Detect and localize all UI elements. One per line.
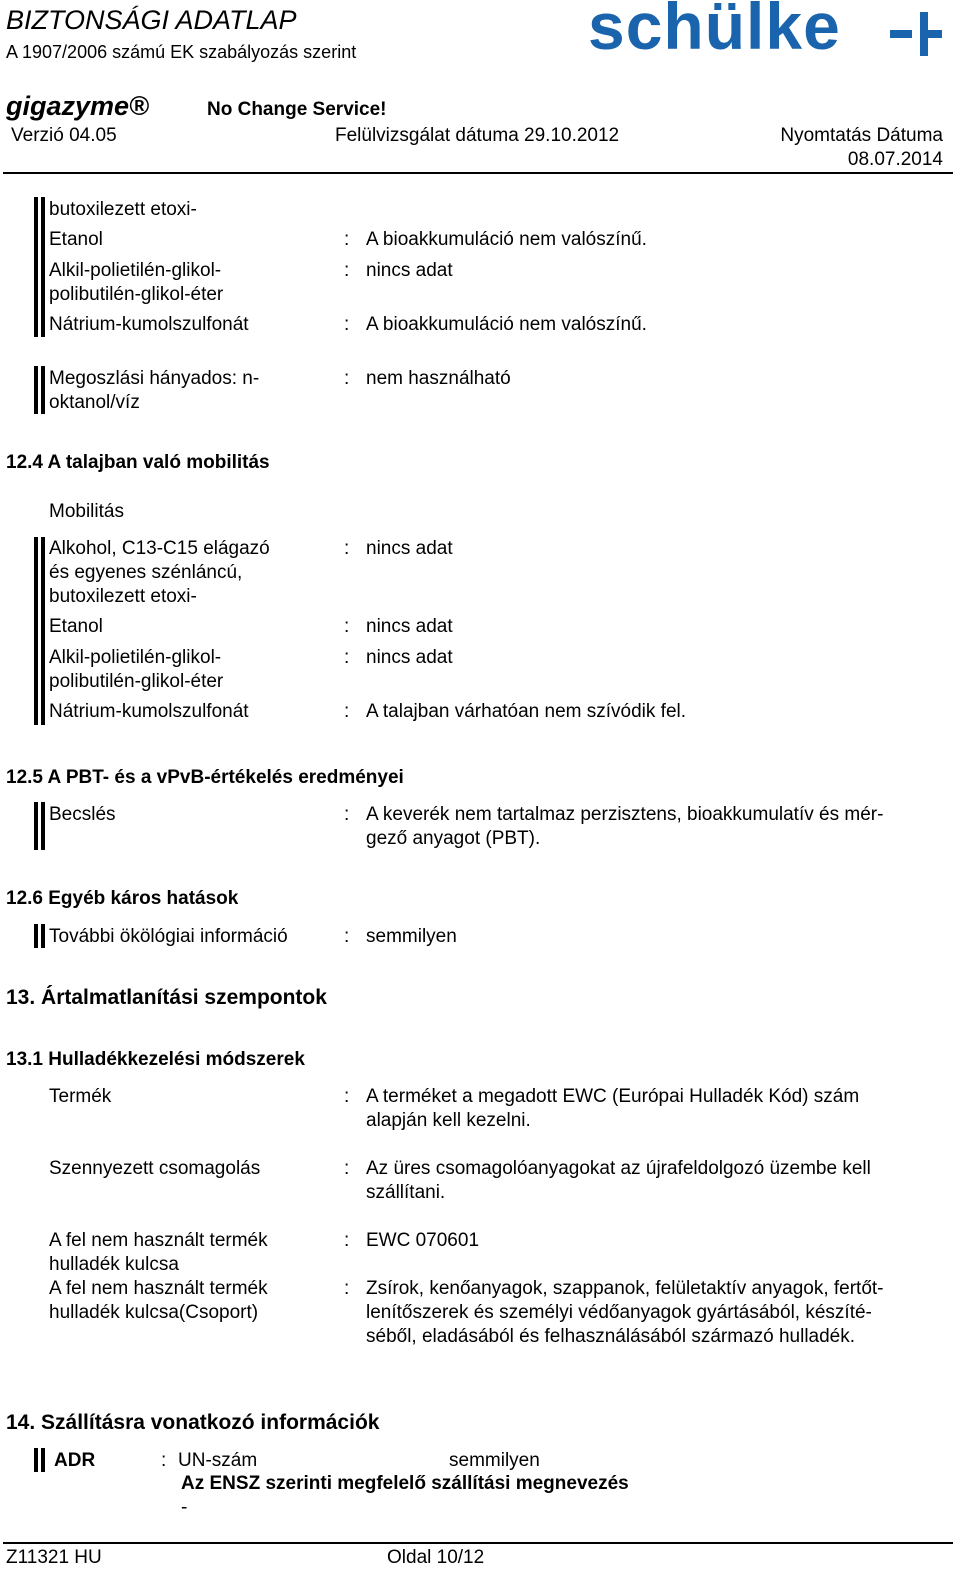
waste-group-value-cont: lenítőszerek és személyi védőanyagok gyártásából, készíté- [366, 1302, 872, 1323]
change-bar [34, 366, 38, 414]
schulke-logo-mark [886, 12, 946, 56]
change-bar [34, 197, 38, 337]
change-bar [34, 924, 38, 948]
colon: : [344, 368, 350, 389]
shipping-name-label: Az ENSZ szerinti megfelelő szállítási megnevezés [181, 1473, 629, 1494]
section-12-4-heading: 12.4 A talajban való mobilitás [6, 452, 270, 473]
colon: : [344, 314, 350, 335]
colon: : [344, 1086, 350, 1107]
product-label: Termék [49, 1086, 112, 1107]
partition-label: Megoszlási hányados: n- [49, 368, 260, 389]
print-date-label: Nyomtatás Dátuma [780, 125, 943, 146]
packaging-label: Szennyezett csomagolás [49, 1158, 261, 1179]
row-value: A bioakkumuláció nem valószínű. [366, 229, 647, 250]
print-date: 08.07.2014 [847, 149, 943, 170]
section-13-1-heading: 13.1 Hulladékkezelési módszerek [6, 1049, 305, 1070]
page-number: Oldal 10/12 [387, 1547, 485, 1568]
colon: : [161, 1450, 167, 1471]
row-value: nincs adat [366, 616, 453, 637]
row-label-cont: polibutilén-glikol-éter [49, 671, 224, 692]
footer-divider [3, 1542, 953, 1544]
colon: : [344, 647, 350, 668]
row-label: Alkil-polietilén-glikol- [49, 260, 222, 281]
colon: : [344, 1278, 350, 1299]
waste-key-value: EWC 070601 [366, 1230, 480, 1251]
waste-group-value-cont: séből, eladásából és felhasználásából származó hulladék. [366, 1326, 856, 1347]
colon: : [344, 926, 350, 947]
section-14-heading: 14. Szállításra vonatkozó információk [6, 1411, 380, 1434]
change-bar [34, 537, 38, 725]
packaging-value-cont: szállítani. [366, 1182, 446, 1203]
document-title: BIZTONSÁGI ADATLAP [6, 5, 297, 35]
waste-group-label: A fel nem használt termék [49, 1278, 268, 1299]
colon: : [344, 1158, 350, 1179]
row-value: nincs adat [366, 538, 453, 559]
colon: : [344, 804, 350, 825]
row-label-cont: polibutilén-glikol-éter [49, 284, 224, 305]
product-name: gigazyme® [6, 91, 149, 121]
change-bar [41, 537, 45, 725]
product-value: A terméket a megadott EWC (Európai Hulladék Kód) szám [366, 1086, 860, 1107]
partition-label-cont: oktanol/víz [49, 392, 140, 413]
section-12-5-heading: 12.5 A PBT- és a vPvB-értékelés eredményei [6, 767, 404, 788]
row-label-cont: butoxilezett etoxi- [49, 586, 197, 607]
waste-group-label-cont: hulladék kulcsa(Csoport) [49, 1302, 259, 1323]
pbt-value-cont: gező anyagot (PBT). [366, 828, 541, 849]
shipping-name-value: - [181, 1497, 188, 1518]
row-label: butoxilezett etoxi- [49, 199, 197, 220]
colon: : [344, 701, 350, 722]
change-bar [34, 802, 38, 850]
change-bar [41, 1448, 45, 1472]
partition-value: nem használható [366, 368, 511, 389]
colon: : [344, 229, 350, 250]
schulke-logo-text: schülke [588, 0, 841, 63]
change-bar [41, 197, 45, 337]
row-label: Nátrium-kumolszulfonát [49, 314, 249, 335]
section-12-6-heading: 12.6 Egyéb káros hatások [6, 888, 239, 909]
row-label: Alkohol, C13-C15 elágazó [49, 538, 270, 559]
colon: : [344, 538, 350, 559]
mobility-sublabel: Mobilitás [49, 501, 124, 522]
row-label: Etanol [49, 229, 103, 250]
row-value: nincs adat [366, 260, 453, 281]
change-bar [41, 802, 45, 850]
row-label-cont: és egyenes szénláncú, [49, 562, 243, 583]
section-13-heading: 13. Ártalmatlanítási szempontok [6, 986, 327, 1009]
row-value: A bioakkumuláció nem valószínű. [366, 314, 647, 335]
pbt-label: Becslés [49, 804, 116, 825]
regulation-subtitle: A 1907/2006 számú EK szabályozás szerint [6, 42, 357, 62]
un-number-value: semmilyen [449, 1450, 540, 1471]
row-value: A talajban várhatóan nem szívódik fel. [366, 701, 687, 722]
row-label: Nátrium-kumolszulfonát [49, 701, 249, 722]
change-bar [41, 924, 45, 948]
review-date: Felülvizsgálat dátuma 29.10.2012 [335, 125, 620, 146]
product-value-cont: alapján kell kezelni. [366, 1110, 531, 1131]
waste-group-value: Zsírok, kenőanyagok, szappanok, felületaktív anyagok, fertőt- [366, 1278, 884, 1299]
change-bar [41, 366, 45, 414]
colon: : [344, 1230, 350, 1251]
schulke-logo [588, 0, 948, 64]
ecological-info-label: További ökölógiai információ [49, 926, 288, 947]
row-label: Alkil-polietilén-glikol- [49, 647, 222, 668]
no-change-service: No Change Service! [207, 99, 387, 120]
adr-label: ADR [54, 1450, 96, 1471]
pbt-value: A keverék nem tartalmaz perzisztens, bioakkumulatív és mér- [366, 804, 884, 825]
un-number-label: UN-szám [178, 1450, 258, 1471]
ecological-info-value: semmilyen [366, 926, 457, 947]
waste-key-label: A fel nem használt termék [49, 1230, 268, 1251]
version-label: Verzió 04.05 [11, 125, 117, 146]
header-divider [3, 172, 953, 174]
row-label: Etanol [49, 616, 103, 637]
colon: : [344, 616, 350, 637]
packaging-value: Az üres csomagolóanyagokat az újrafeldolgozó üzembe kell [366, 1158, 871, 1179]
footer-code: Z11321 HU [6, 1547, 102, 1568]
row-value: nincs adat [366, 647, 453, 668]
waste-key-label-cont: hulladék kulcsa [49, 1254, 179, 1275]
colon: : [344, 260, 350, 281]
change-bar [34, 1448, 38, 1472]
